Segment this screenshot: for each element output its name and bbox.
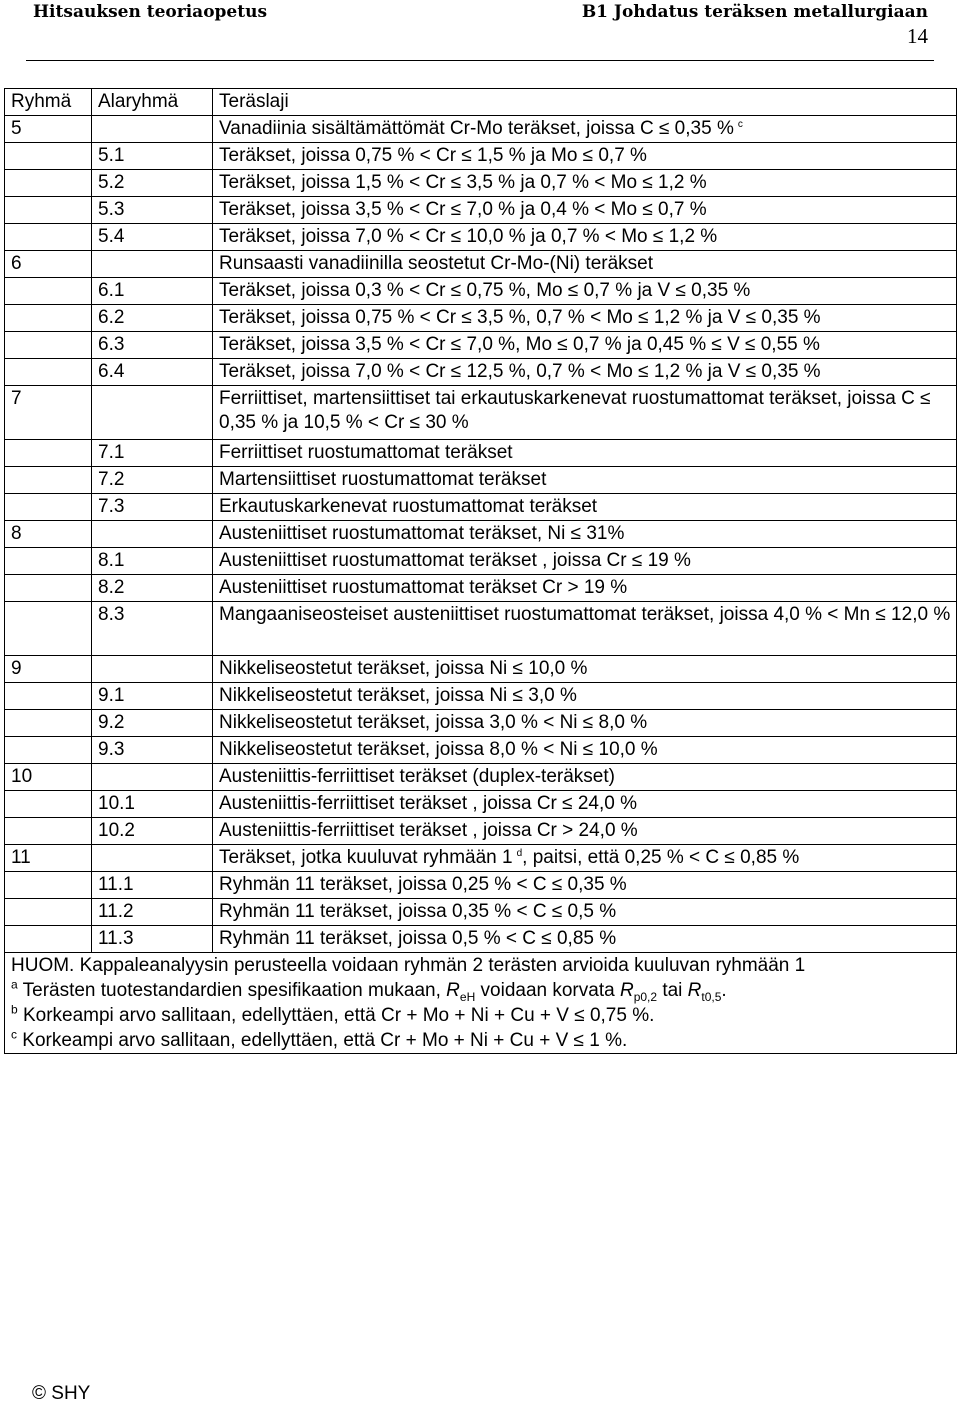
note-a-r3: R xyxy=(687,980,702,1001)
group-cell xyxy=(5,683,92,710)
steel-type-text: Austeniittiset ruostumattomat teräkset Cr > 19 % xyxy=(219,577,628,598)
table-row xyxy=(5,791,957,818)
subgroup-cell: 11.1 xyxy=(92,872,213,899)
group-cell xyxy=(5,305,92,332)
steel-type-cell xyxy=(213,710,957,737)
table-row xyxy=(5,170,957,197)
steel-type-text: Austeniittiset ruostumattomat teräkset , joissa Cr ≤ 19 % xyxy=(219,550,691,571)
subgroup-cell: 9.3 xyxy=(92,737,213,764)
steel-type-text: Ryhmän 11 teräkset, joissa 0,25 % < C ≤ 0,35 % xyxy=(219,874,627,895)
header-left-title: Hitsauksen teoriaopetus xyxy=(33,2,268,22)
group-cell xyxy=(5,926,92,953)
subgroup-cell: 5.2 xyxy=(92,170,213,197)
note-a-r1: R xyxy=(446,980,460,1001)
footnote-marker: c xyxy=(737,118,743,130)
steel-type-cell xyxy=(213,305,957,332)
note-a-mid: voidaan korvata xyxy=(475,980,620,1001)
table-row xyxy=(5,359,957,386)
subgroup-cell xyxy=(92,656,213,683)
header-divider xyxy=(26,60,934,61)
steel-type-cell xyxy=(213,656,957,683)
group-cell: 6 xyxy=(5,251,92,278)
group-cell xyxy=(5,332,92,359)
note-huom: HUOM. Kappaleanalyysin perusteella voidaan ryhmän 2 terästen arvioida kuuluvan ryhmään 1 xyxy=(11,955,806,976)
steel-type-cell xyxy=(213,683,957,710)
note-c xyxy=(11,1028,950,1053)
steel-type-text: Ryhmän 11 teräkset, joissa 0,35 % < C ≤ 0,5 % xyxy=(219,901,617,922)
subgroup-cell xyxy=(92,521,213,548)
group-cell xyxy=(5,602,92,656)
table-row xyxy=(5,440,957,467)
group-cell xyxy=(5,143,92,170)
group-cell: 10 xyxy=(5,764,92,791)
group-cell xyxy=(5,494,92,521)
steel-type-cell xyxy=(213,845,957,872)
table-row xyxy=(5,197,957,224)
steel-type-cell xyxy=(213,359,957,386)
subgroup-cell: 8.3 xyxy=(92,602,213,656)
steel-type-text: Ferriittiset, martensiittiset tai erkautuskarkenevat ruostumattomat teräkset, joissa C ≤ 0,35 % ja 10,5 % < Cr ≤ 30 % xyxy=(219,388,931,433)
steel-type-cell xyxy=(213,926,957,953)
table-row xyxy=(5,467,957,494)
group-cell xyxy=(5,224,92,251)
subgroup-cell: 6.2 xyxy=(92,305,213,332)
subgroup-cell: 5.4 xyxy=(92,224,213,251)
footnote-marker: d xyxy=(516,847,523,859)
steel-type-cell xyxy=(213,764,957,791)
subgroup-cell: 5.3 xyxy=(92,197,213,224)
note-c-text: Korkeampi arvo sallitaan, edellyttäen, että Cr + Mo + Ni + Cu + V ≤ 1 %. xyxy=(17,1030,628,1051)
note-a-tai: tai xyxy=(657,980,688,1001)
steel-type-text: Teräkset, joissa 0,75 % < Cr ≤ 3,5 %, 0,7 % < Mo ≤ 1,2 % ja V ≤ 0,35 % xyxy=(219,307,821,328)
table-row xyxy=(5,899,957,926)
steel-type-text: Teräkset, joissa 3,5 % < Cr ≤ 7,0 %, Mo ≤ 0,7 % ja 0,45 % ≤ V ≤ 0,55 % xyxy=(219,334,820,355)
steel-type-cell xyxy=(213,602,957,656)
steel-type-text: Austeniittis-ferriittiset teräkset (duplex-teräkset) xyxy=(219,766,615,787)
steel-type-cell xyxy=(213,143,957,170)
group-cell xyxy=(5,791,92,818)
steel-type-text: Teräkset, joissa 0,75 % < Cr ≤ 1,5 % ja Mo ≤ 0,7 % xyxy=(219,145,647,166)
group-cell xyxy=(5,575,92,602)
note-a-r1-sub: eH xyxy=(459,989,476,1004)
group-cell: 7 xyxy=(5,386,92,440)
steel-type-text: Runsaasti vanadiinilla seostetut Cr-Mo-(Ni) teräkset xyxy=(219,253,653,274)
table-row xyxy=(5,224,957,251)
steel-type-cell xyxy=(213,332,957,359)
subgroup-cell: 8.2 xyxy=(92,575,213,602)
group-cell xyxy=(5,818,92,845)
steel-type-cell xyxy=(213,548,957,575)
steel-type-text: Nikkeliseostetut teräkset, joissa 3,0 % < Ni ≤ 8,0 % xyxy=(219,712,648,733)
steel-type-cell xyxy=(213,899,957,926)
note-b-mark: b xyxy=(11,1002,18,1017)
note-a-r2: R xyxy=(619,980,634,1001)
steel-type-cell xyxy=(213,791,957,818)
table-row xyxy=(5,710,957,737)
notes-cell xyxy=(5,953,957,1054)
steel-type-text: Teräkset, joissa 3,5 % < Cr ≤ 7,0 % ja 0,4 % < Mo ≤ 0,7 % xyxy=(219,199,707,220)
table-row xyxy=(5,926,957,953)
copyright-footer: © SHY xyxy=(32,1383,91,1404)
group-cell xyxy=(5,197,92,224)
note-a-mark: a xyxy=(11,977,18,992)
note-c-mark: c xyxy=(11,1027,17,1042)
group-cell xyxy=(5,872,92,899)
steel-type-cell xyxy=(213,116,957,143)
group-cell: 9 xyxy=(5,656,92,683)
table-row xyxy=(5,602,957,656)
table-row xyxy=(5,251,957,278)
steel-type-text-tail: , paitsi, että 0,25 % < C ≤ 0,85 % xyxy=(522,847,800,868)
table-row xyxy=(5,278,957,305)
steel-type-text: Vanadiinia sisältämättömät Cr-Mo teräkset, joissa C ≤ 0,35 % xyxy=(219,118,734,139)
steel-type-text: Nikkeliseostetut teräkset, joissa Ni ≤ 10,0 % xyxy=(219,658,588,679)
group-cell xyxy=(5,467,92,494)
subgroup-cell: 9.2 xyxy=(92,710,213,737)
steel-type-text: Teräkset, joissa 7,0 % < Cr ≤ 12,5 %, 0,7 % < Mo ≤ 1,2 % ja V ≤ 0,35 % xyxy=(219,361,821,382)
header-right-title: B1 Johdatus teräksen metallurgiaan xyxy=(581,2,928,22)
group-cell xyxy=(5,548,92,575)
steel-type-text: Nikkeliseostetut teräkset, joissa 8,0 % < Ni ≤ 10,0 % xyxy=(219,739,658,760)
steel-type-cell xyxy=(213,197,957,224)
steel-type-text: Austeniittiset ruostumattomat teräkset, Ni ≤ 31% xyxy=(219,523,625,544)
table-row xyxy=(5,494,957,521)
steel-type-cell xyxy=(213,494,957,521)
notes-row xyxy=(5,953,957,1054)
subgroup-cell: 10.1 xyxy=(92,791,213,818)
group-cell xyxy=(5,359,92,386)
note-a-r2-sub: p0,2 xyxy=(633,989,658,1004)
group-cell: 8 xyxy=(5,521,92,548)
page-number: 14 xyxy=(907,24,928,48)
note-a-r3-sub: t0,5 xyxy=(701,989,722,1004)
subgroup-cell xyxy=(92,386,213,440)
steel-type-text: Erkautuskarkenevat ruostumattomat teräkset xyxy=(219,496,598,517)
subgroup-cell xyxy=(92,845,213,872)
group-cell: 11 xyxy=(5,845,92,872)
header-steel-type: Teräslaji xyxy=(213,89,957,116)
steel-type-text: Teräkset, jotka kuuluvat ryhmään 1 xyxy=(219,847,513,868)
steel-type-text: Teräkset, joissa 1,5 % < Cr ≤ 3,5 % ja 0,7 % < Mo ≤ 1,2 % xyxy=(219,172,707,193)
table-row xyxy=(5,656,957,683)
steel-type-text: Martensiittiset ruostumattomat teräkset xyxy=(219,469,547,490)
subgroup-cell: 7.2 xyxy=(92,467,213,494)
steel-type-text: Austeniittis-ferriittiset teräkset , joissa Cr ≤ 24,0 % xyxy=(219,793,638,814)
group-cell xyxy=(5,710,92,737)
group-cell xyxy=(5,278,92,305)
subgroup-cell: 11.3 xyxy=(92,926,213,953)
table-row xyxy=(5,305,957,332)
table-row xyxy=(5,737,957,764)
steel-type-cell xyxy=(213,386,957,440)
group-cell xyxy=(5,440,92,467)
group-cell xyxy=(5,737,92,764)
subgroup-cell: 6.1 xyxy=(92,278,213,305)
steel-type-cell xyxy=(213,467,957,494)
header-subgroup: Alaryhmä xyxy=(92,89,213,116)
subgroup-cell xyxy=(92,764,213,791)
steel-type-text: Teräkset, joissa 7,0 % < Cr ≤ 10,0 % ja 0,7 % < Mo ≤ 1,2 % xyxy=(219,226,718,247)
table-row xyxy=(5,548,957,575)
subgroup-cell: 5.1 xyxy=(92,143,213,170)
steel-type-cell xyxy=(213,737,957,764)
group-cell xyxy=(5,899,92,926)
group-cell xyxy=(5,170,92,197)
steel-type-cell xyxy=(213,224,957,251)
note-a xyxy=(11,978,950,1003)
steel-type-text: Mangaaniseosteiset austeniittiset ruostumattomat teräkset, joissa 4,0 % < Mn ≤ 12,0 % xyxy=(219,604,951,625)
steel-type-text: Teräkset, joissa 0,3 % < Cr ≤ 0,75 %, Mo ≤ 0,7 % ja V ≤ 0,35 % xyxy=(219,280,751,301)
steel-type-cell xyxy=(213,818,957,845)
group-cell: 5 xyxy=(5,116,92,143)
table-row xyxy=(5,818,957,845)
steel-type-text: Austeniittis-ferriittiset teräkset , joissa Cr > 24,0 % xyxy=(219,820,638,841)
subgroup-cell: 8.1 xyxy=(92,548,213,575)
steel-group-table xyxy=(4,88,957,1054)
table-row xyxy=(5,386,957,440)
note-b-text: Korkeampi arvo sallitaan, edellyttäen, että Cr + Mo + Ni + Cu + V ≤ 0,75 %. xyxy=(17,1005,655,1026)
subgroup-cell xyxy=(92,116,213,143)
subgroup-cell: 6.3 xyxy=(92,332,213,359)
subgroup-cell: 7.3 xyxy=(92,494,213,521)
note-a-text: Terästen tuotestandardien spesifikaation mukaan, xyxy=(17,980,447,1001)
steel-type-text: Ryhmän 11 teräkset, joissa 0,5 % < C ≤ 0,85 % xyxy=(219,928,617,949)
steel-type-cell xyxy=(213,440,957,467)
header-group: Ryhmä xyxy=(5,89,92,116)
table-header-row xyxy=(5,89,957,116)
subgroup-cell xyxy=(92,251,213,278)
steel-group-table-container xyxy=(4,88,956,1054)
table-row xyxy=(5,143,957,170)
table-row xyxy=(5,845,957,872)
table-row xyxy=(5,332,957,359)
table-row xyxy=(5,521,957,548)
steel-type-cell xyxy=(213,521,957,548)
steel-type-text: Ferriittiset ruostumattomat teräkset xyxy=(219,442,513,463)
steel-type-cell xyxy=(213,872,957,899)
steel-type-text: Nikkeliseostetut teräkset, joissa Ni ≤ 3,0 % xyxy=(219,685,577,706)
note-a-end: . xyxy=(721,980,727,1001)
steel-type-cell xyxy=(213,251,957,278)
subgroup-cell: 6.4 xyxy=(92,359,213,386)
subgroup-cell: 10.2 xyxy=(92,818,213,845)
table-row xyxy=(5,764,957,791)
subgroup-cell: 9.1 xyxy=(92,683,213,710)
table-row xyxy=(5,116,957,143)
steel-type-cell xyxy=(213,278,957,305)
steel-type-cell xyxy=(213,170,957,197)
table-row xyxy=(5,683,957,710)
note-b xyxy=(11,1003,950,1028)
table-row xyxy=(5,872,957,899)
subgroup-cell: 7.1 xyxy=(92,440,213,467)
table-row xyxy=(5,575,957,602)
steel-type-cell xyxy=(213,575,957,602)
subgroup-cell: 11.2 xyxy=(92,899,213,926)
